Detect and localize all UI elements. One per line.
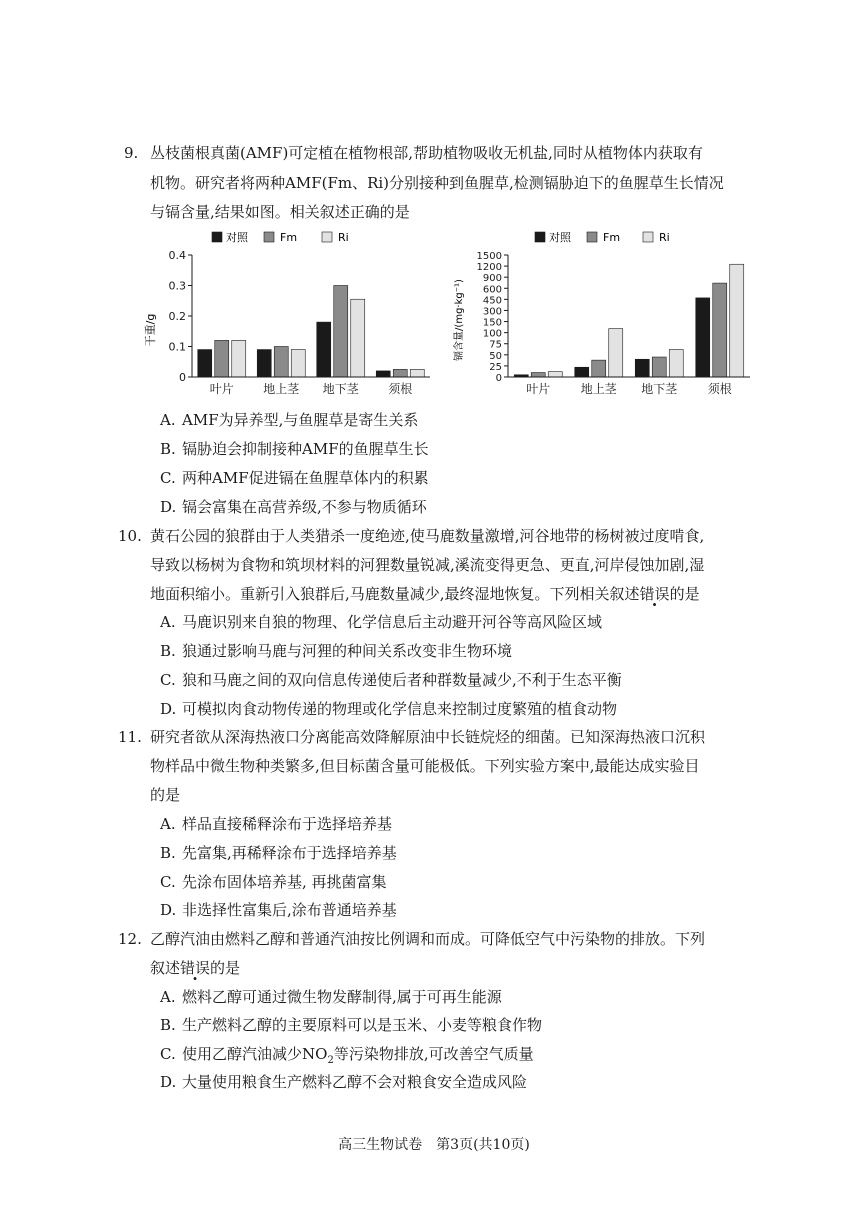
legend-swatch-ri: [322, 232, 332, 242]
option-c[interactable]: [160, 468, 429, 488]
option-d[interactable]: [160, 699, 617, 719]
option-text: 非选择性富集后,涂布普通培养基: [182, 901, 397, 919]
question-stem-line: 黄石公园的狼群由于人类猎杀一度绝迹,使马鹿数量激增,河谷地带的杨树被过度啃食,: [150, 527, 705, 545]
bar-对照: [317, 322, 331, 377]
x-axis-categories: [210, 381, 413, 396]
legend-label: Ri: [338, 231, 349, 244]
stem-tail: 的是: [669, 585, 700, 603]
option-c[interactable]: [160, 670, 622, 690]
x-category-label: 地下茎: [641, 382, 678, 396]
bar-fm: [592, 360, 606, 377]
y-tick-label: 900: [482, 273, 502, 285]
option-text-part: 等污染物排放,可改善空气质量: [333, 1045, 534, 1063]
cadmium-content-bar-chart: [448, 225, 758, 405]
option-text: 先富集,再稀释涂布于选择培养基: [182, 844, 397, 862]
option-b[interactable]: [160, 439, 429, 459]
question-stem-line: [150, 958, 240, 978]
x-category-label: 叶片: [526, 382, 551, 396]
y-tick-label: 300: [482, 306, 502, 318]
option-letter: B.: [160, 642, 176, 660]
question-stem-line: 研究者欲从深海热液口分离能高效降解原油中长链烷烃的细菌。已知深海热液口沉积: [150, 728, 706, 746]
option-text: 生产燃料乙醇的主要原料可以是玉米、小麦等粮食作物: [182, 1016, 543, 1034]
bar-fm: [531, 373, 545, 377]
option-text: 两种AMF促进镉在鱼腥草体内的积累: [182, 469, 429, 487]
legend-label: 对照: [549, 231, 571, 244]
option-c[interactable]: [160, 872, 387, 892]
y-tick-label: 25: [489, 361, 502, 373]
option-letter: B.: [160, 844, 176, 862]
bar-ri: [291, 350, 305, 377]
legend-label: 对照: [226, 231, 248, 244]
y-tick-label: 0: [495, 373, 502, 384]
y-tick-label: 50: [489, 350, 502, 362]
option-letter: A.: [160, 815, 176, 833]
question-stem-line: 的是: [150, 786, 181, 804]
bar-对照: [257, 350, 271, 377]
legend-swatch-control: [212, 232, 222, 242]
legend-swatch-ri: [643, 232, 653, 242]
bar-fm: [215, 340, 229, 377]
option-letter: D.: [160, 1073, 177, 1091]
option-text: 狼和马鹿之间的双向信息传递使后者种群数量减少,不利于生态平衡: [182, 671, 622, 689]
option-c[interactable]: [160, 1044, 534, 1071]
option-letter: C.: [160, 873, 176, 891]
dry-weight-bar-chart: [140, 225, 440, 405]
option-text: AMF为异养型,与鱼腥草是寄生关系: [182, 411, 419, 429]
option-letter: A.: [160, 988, 176, 1006]
x-axis-categories: [526, 381, 732, 396]
bar-对照: [575, 367, 589, 377]
legend-label: Fm: [603, 231, 621, 244]
bar-ri: [609, 329, 623, 377]
bar-ri: [410, 369, 424, 377]
option-letter: B.: [160, 1016, 176, 1034]
bar-fm: [713, 283, 727, 377]
option-text: 镉胁迫会抑制接种AMF的鱼腥草生长: [182, 440, 429, 458]
option-text: 样品直接稀释涂布于选择培养基: [182, 815, 393, 833]
bar-fm: [334, 286, 348, 378]
bar-fm: [274, 347, 288, 378]
option-d[interactable]: [160, 1072, 527, 1092]
option-b[interactable]: [160, 641, 512, 661]
emphasis-text: 错误: [639, 585, 670, 603]
question-number: 10.: [118, 527, 142, 545]
question-stem-line: 乙醇汽油由燃料乙醇和普通汽油按比例调和而成。可降低空气中污染物的排放。下列: [150, 930, 706, 948]
chart-bars: [514, 264, 744, 377]
bar-对照: [198, 350, 212, 377]
option-text: 大量使用粮食生产燃料乙醇不会对粮食安全造成风险: [182, 1073, 528, 1091]
y-tick-label: 0.3: [168, 279, 186, 293]
stem-tail: 的是: [210, 959, 241, 977]
question-stem-line: 机物。研究者将两种AMF(Fm、Ri)分别接种到鱼腥草,检测镉胁迫下的鱼腥草生长情况: [150, 174, 724, 192]
question-stem-line: 导致以杨树为食物和筑坝材料的河狸数量锐减,溪流变得更急、更直,河岸侵蚀加剧,湿: [150, 556, 705, 574]
y-tick-label: 450: [482, 295, 502, 307]
option-text: 狼通过影响马鹿与河狸的种间关系改变非生物环境: [182, 642, 513, 660]
option-letter: C.: [160, 1045, 176, 1063]
y-tick-label: 0.2: [168, 310, 186, 323]
y-axis-label: 干重/g: [144, 313, 157, 347]
y-tick-label: 1200: [476, 262, 502, 274]
option-letter: C.: [160, 469, 176, 487]
option-letter: D.: [160, 498, 177, 516]
option-b[interactable]: [160, 843, 397, 863]
bar-ri: [669, 349, 683, 377]
chart-legend: [535, 230, 670, 244]
option-text: 可模拟肉食动物传递的物理或化学信息来控制过度繁殖的植食动物: [182, 700, 618, 718]
legend-label: Ri: [659, 231, 670, 244]
x-category-label: 须根: [707, 382, 732, 396]
option-a[interactable]: [160, 410, 418, 430]
option-d[interactable]: [160, 900, 397, 920]
stem-text: 叙述: [150, 959, 181, 977]
option-a[interactable]: [160, 814, 392, 834]
option-letter: B.: [160, 440, 176, 458]
page-footer: 高三生物试卷 第3页(共10页): [338, 1137, 530, 1153]
option-text: 马鹿识别来自狼的物理、化学信息后主动避开河谷等高风险区域: [182, 613, 603, 631]
y-tick-label: 0: [179, 371, 186, 384]
question-number: 11.: [118, 728, 142, 746]
question-stem-line: 丛枝菌根真菌(AMF)可定植在植物根部,帮助植物吸收无机盐,同时从植物体内获取有: [150, 144, 703, 162]
option-text-part: 使用乙醇汽油减少NO: [182, 1045, 328, 1063]
option-text: 先涂布固体培养基, 再挑菌富集: [182, 873, 387, 891]
option-d[interactable]: [160, 497, 427, 517]
question-stem-line: 与镉含量,结果如图。相关叙述正确的是: [150, 203, 410, 221]
stem-text: 地面积缩小。重新引入狼群后,马鹿数量减少,最终湿地恢复。下列相关叙述: [150, 585, 640, 603]
option-text: [182, 1045, 534, 1066]
legend-swatch-fm: [587, 232, 597, 242]
y-tick-label: 100: [482, 328, 502, 340]
bar-fm: [652, 357, 666, 377]
question-stem-line: [150, 584, 700, 604]
option-letter: D.: [160, 700, 177, 718]
question-number: 12.: [118, 930, 142, 948]
y-tick-label: 0.1: [168, 340, 186, 354]
y-tick-label: 0.4: [168, 249, 186, 262]
option-letter: D.: [160, 901, 177, 919]
y-axis-ticks: [169, 249, 193, 384]
x-category-label: 叶片: [209, 382, 234, 396]
y-tick-label: 1500: [476, 251, 502, 262]
chart-legend: [212, 230, 349, 244]
x-category-label: 地上茎: [580, 382, 617, 396]
option-a[interactable]: [160, 987, 502, 1007]
option-letter: A.: [160, 613, 176, 631]
option-text: 镉会富集在高营养级,不参与物质循环: [182, 498, 427, 516]
option-letter: A.: [160, 411, 176, 429]
emphasis-text: 错误: [180, 959, 211, 977]
option-text: 燃料乙醇可通过微生物发酵制得,属于可再生能源: [182, 988, 502, 1006]
bar-对照: [635, 359, 649, 377]
option-b[interactable]: [160, 1015, 542, 1035]
bar-对照: [696, 298, 710, 377]
option-a[interactable]: [160, 612, 602, 632]
x-category-label: 地上茎: [263, 382, 300, 396]
legend-label: Fm: [280, 231, 298, 244]
question-stem-line: 物样品中微生物种类繁多,但目标菌含量可能极低。下列实验方案中,最能达成实验目: [150, 757, 700, 775]
bar-ri: [548, 372, 562, 377]
y-tick-label: 150: [482, 317, 502, 329]
bar-ri: [232, 340, 246, 377]
question-number: 9.: [124, 144, 139, 162]
option-letter: C.: [160, 671, 176, 689]
subscript: 2: [327, 1055, 334, 1066]
y-axis-label: 镉含量/(mg·kg⁻¹): [454, 279, 465, 361]
x-category-label: 须根: [388, 382, 413, 396]
legend-swatch-control: [535, 232, 545, 242]
chart-bars: [198, 286, 425, 378]
legend-swatch-fm: [264, 232, 274, 242]
bar-ri: [351, 299, 365, 377]
y-tick-label: 600: [482, 284, 502, 296]
bar-ri: [730, 264, 744, 377]
x-category-label: 地下茎: [322, 382, 359, 396]
bar-fm: [393, 369, 407, 377]
y-axis-ticks: [477, 251, 508, 384]
bar-对照: [376, 371, 390, 377]
y-tick-label: 75: [489, 339, 502, 351]
